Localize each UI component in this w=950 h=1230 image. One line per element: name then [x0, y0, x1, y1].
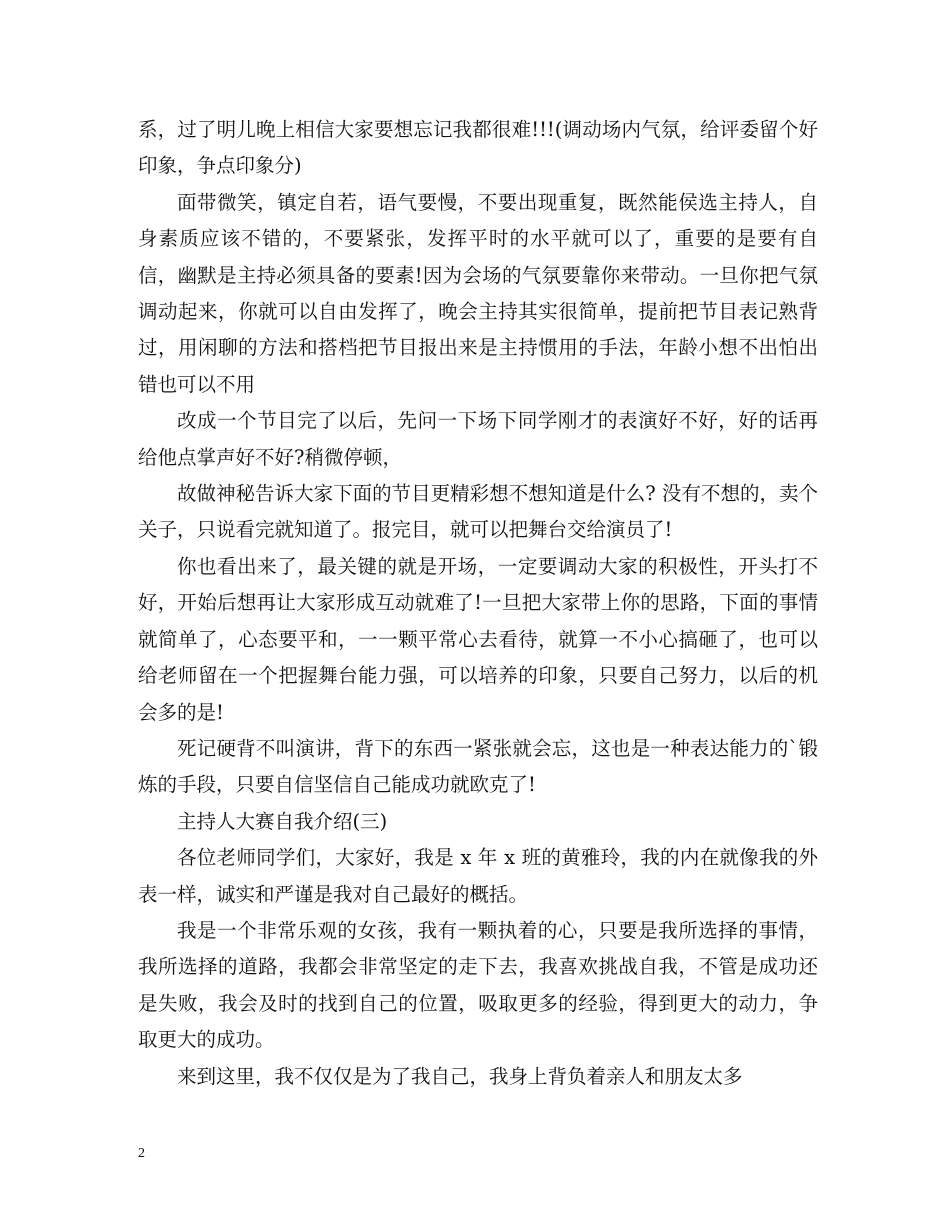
paragraph-5: 你也看出来了，最关键的就是开场，一定要调动大家的积极性，开头打不好，开始后想再让大家形成互动就难了!一旦把大家带上你的思路，下面的事情就简单了，心态要平和，一一颗平常心去看待，就算一不小心搞砸了，也可以给老师留在一个把握舞台能力强，可以培养的印象，只要自己努力，以后的机会多的是! [138, 554, 818, 724]
paragraph-6: 死记硬背不叫演讲，背下的东西一紧张就会忘，这也是一种表达能力的`锻炼的手段，只要自信坚信自己能成功就欧克了! [138, 736, 818, 797]
paragraph-1: 系，过了明儿晚上相信大家要想忘记我都很难!!!(调动场内气氛，给评委留个好印象，争点印象分) [138, 118, 818, 178]
paragraph-8: 各位老师同学们，大家好，我是 x 年 x 班的黄雅玲，我的内在就像我的外表一样，诚实和严谨是我对自己最好的概括。 [138, 846, 818, 906]
page-number: 2 [138, 1146, 145, 1161]
paragraph-2: 面带微笑，镇定自若，语气要慢，不要出现重复，既然能侯选主持人，自身素质应该不错的，不要紧张，发挥平时的水平就可以了，重要的是要有自信，幽默是主持必须具备的要素!因为会场的气氛要靠你来带动。一旦你把气氛调动起来，你就可以自由发挥了，晚会主持其实很简单，提前把节目表记熟背过，用闲聊的方法和搭档把节目报出来是主持惯用的手法，年龄小想不出怕出错也可以不用 [138, 190, 818, 396]
section-heading: 主持人大赛自我介绍(三) [177, 809, 388, 833]
paragraph-10: 来到这里，我不仅仅是为了我自己，我身上背负着亲人和朋友太多 [177, 1064, 743, 1088]
paragraph-4: 故做神秘告诉大家下面的节目更精彩想不想知道是什么? 没有不想的，卖个关子，只说看完就知道了。报完目，就可以把舞台交给演员了! [138, 482, 818, 542]
document-body [138, 112, 818, 1095]
paragraph-9: 我是一个非常乐观的女孩，我有一颗执着的心，只要是我所选择的事情，我所选择的道路，我都会非常坚定的走下去，我喜欢挑战自我，不管是成功还是失败，我会及时的找到自己的位置，吸取更多的经验，得到更大的动力，争取更大的成功。 [138, 918, 818, 1052]
paragraph-3: 改成一个节目完了以后，先问一下场下同学刚才的表演好不好，好的话再给他点掌声好不好?稍微停顿， [138, 409, 818, 469]
